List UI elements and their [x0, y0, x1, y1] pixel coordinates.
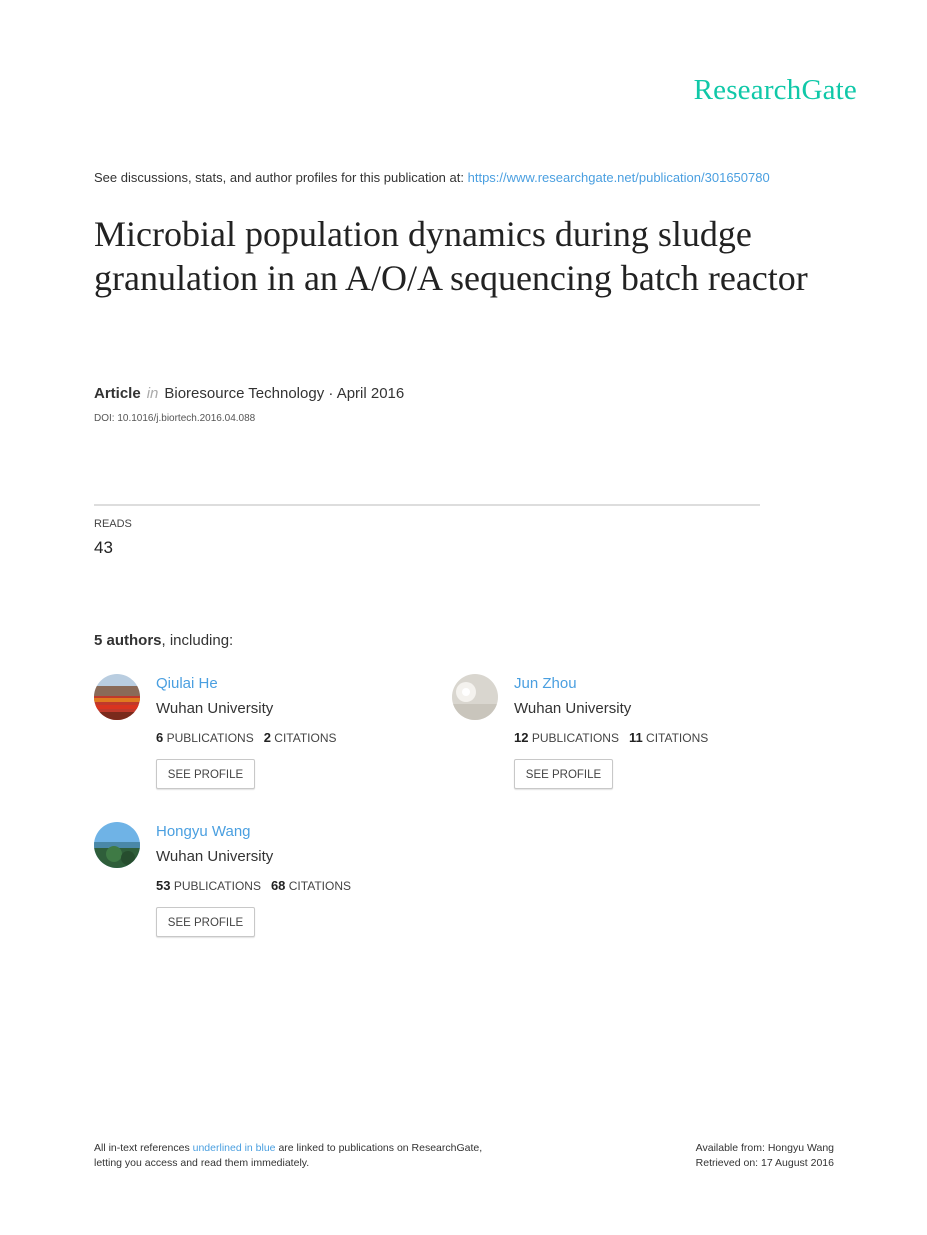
footer-text-1: All in-text references [94, 1142, 193, 1154]
publications-label: PUBLICATIONS [531, 731, 619, 745]
author-card [94, 822, 424, 962]
journal-date[interactable]: Bioresource Technology · April 2016 [164, 385, 405, 402]
reads-label: READS [94, 518, 132, 530]
discussion-line [94, 170, 770, 185]
authors-suffix: , including: [161, 632, 234, 649]
publication-meta [94, 385, 404, 402]
publication-type: Article [94, 385, 141, 402]
citations-count: 68 [270, 878, 286, 893]
see-profile-button[interactable]: SEE PROFILE [156, 759, 255, 789]
avatar[interactable] [94, 822, 140, 868]
see-profile-button[interactable]: SEE PROFILE [514, 759, 613, 789]
publication-title: Microbial population dynamics during sludge granulation in an A/O/A sequencing batch reactor [94, 214, 808, 298]
author-stats [514, 730, 718, 745]
publication-url-link[interactable]: https://www.researchgate.net/publication/301650780 [467, 170, 770, 185]
footer-text-2: are linked to publications on ResearchGate, [275, 1142, 483, 1154]
author-affiliation: Wuhan University [156, 848, 274, 865]
landscape-flowers-photo-icon [94, 674, 140, 720]
footer-underlined-link[interactable]: underlined in blue [192, 1142, 276, 1154]
researchgate-logo[interactable]: ResearchGate [693, 74, 857, 106]
citations-label: CITATIONS [646, 731, 709, 745]
authors-heading [94, 632, 233, 649]
author-name[interactable]: Hongyu Wang [156, 823, 251, 840]
publications-count: 6 [156, 730, 164, 745]
citations-label: CITATIONS [274, 731, 337, 745]
in-word: in [146, 385, 159, 402]
publications-label: PUBLICATIONS [166, 731, 254, 745]
avatar[interactable] [94, 674, 140, 720]
author-card [452, 674, 782, 814]
footer-availability [696, 1141, 834, 1171]
retrieved-on: Retrieved on: 17 August 2016 [695, 1157, 834, 1169]
dandelion-photo-icon [452, 674, 498, 720]
avatar[interactable] [452, 674, 498, 720]
available-from: Available from: Hongyu Wang [695, 1142, 834, 1154]
discussion-prefix: See discussions, stats, and author profiles for this publication at: [94, 170, 464, 185]
publications-label: PUBLICATIONS [173, 879, 261, 893]
author-affiliation: Wuhan University [514, 700, 632, 717]
publications-count: 12 [514, 730, 529, 745]
citations-count: 2 [263, 730, 271, 745]
sky-trees-photo-icon [94, 822, 140, 868]
author-name[interactable]: Jun Zhou [514, 675, 577, 692]
footer-line-1 [94, 1141, 482, 1156]
citations-label: CITATIONS [288, 879, 351, 893]
citations-count: 11 [628, 730, 643, 745]
publications-count: 53 [156, 878, 171, 893]
author-card [94, 674, 424, 814]
author-affiliation: Wuhan University [156, 700, 274, 717]
doi: DOI: 10.1016/j.biortech.2016.04.088 [94, 413, 256, 424]
author-stats [156, 878, 361, 893]
reads-count: 43 [94, 538, 113, 557]
see-profile-button[interactable]: SEE PROFILE [156, 907, 255, 937]
footer-note [94, 1141, 482, 1171]
author-stats [156, 730, 347, 745]
authors-count: 5 authors [94, 632, 162, 649]
author-name[interactable]: Qiulai He [156, 675, 218, 692]
footer-line-2: letting you access and read them immediately. [94, 1157, 310, 1169]
divider [94, 504, 760, 506]
